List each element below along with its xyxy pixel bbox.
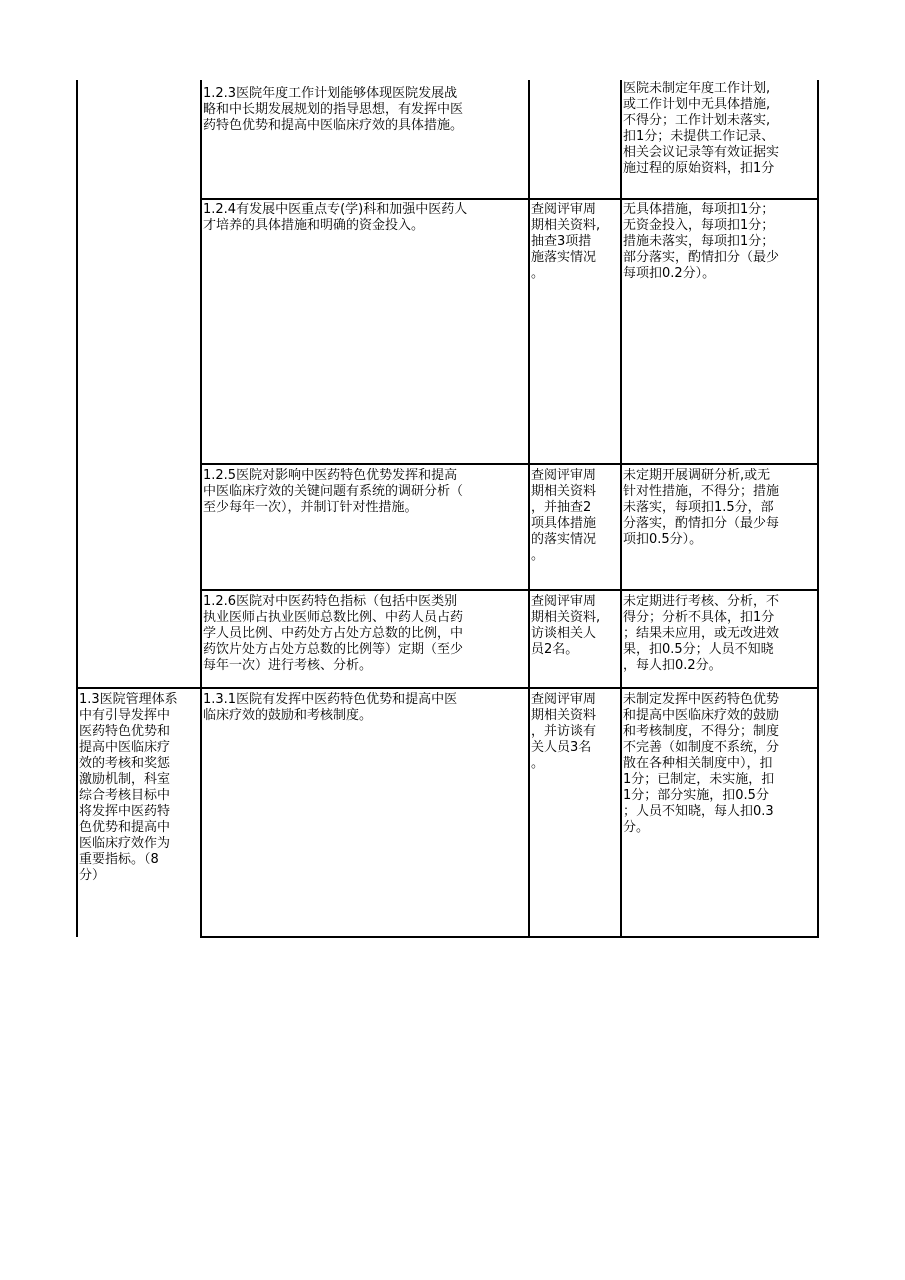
item-cell-1-2-5: 1.2.5医院对影响中医药特色优势发挥和提高 中医临床疗效的关键问题有系统的调研分析（ 至少每年一次），并制订针对性措施。 [203, 468, 464, 515]
scoring-cell-1-2-4: 无具体措施，每项扣1分； 无资金投入，每项扣1分； 措施未落实，每项扣1分； 部分落实，酌情扣分（最少 每项扣0.2分）。 [623, 202, 780, 281]
row-divider-3 [200, 589, 819, 591]
column-divider-3 [620, 80, 622, 938]
row-divider-1 [200, 198, 819, 200]
scoring-cell-1-3-1: 未制定发挥中医药特色优势 和提高中医临床疗效的鼓励 和考核制度，不得分；制度 不完善（如制度不系统，分 散在各种相关制度中），扣 1分；已制定，未实施，扣 1分；部分实施，扣0.5分 ；人员不知晓，每人扣0.3 分。 [623, 692, 780, 835]
method-cell-1-2-4: 查阅评审周 期相关资料, 抽查3项措 施落实情况 。 [531, 202, 601, 281]
method-cell-1-2-3 [531, 86, 619, 196]
item-cell-1-2-4: 1.2.4有发展中医重点专(学)科和加强中医药人 才培养的具体措施和明确的资金投入。 [203, 202, 468, 233]
item-cell-1-3-1: 1.3.1医院有发挥中医药特色优势和提高中医 临床疗效的鼓励和考核制度。 [203, 692, 458, 723]
scoring-cell-1-2-5: 未定期开展调研分析,或无 针对性措施，不得分；措施 未落实，每项扣1.5分，部 分落实，酌情扣分（最少每 项扣0.5分）。 [623, 468, 780, 547]
row-divider-4 [76, 687, 819, 689]
item-cell-1-2-3: 1.2.3医院年度工作计划能够体现医院发展战 略和中长期发展规划的指导思想，有发挥中医 药特色优势和提高中医临床疗效的具体措施。 [203, 86, 464, 133]
category-cell-1-3: 1.3医院管理体系 中有引导发挥中 医药特色优势和 提高中医临床疗 效的考核和奖惩 激励机制，科室 综合考核目标中 将发挥中医药特 色优势和提高中 医临床疗效作为 重要指标。（8 分） [79, 692, 178, 883]
scoring-cell-1-2-3: 医院未制定年度工作计划, 或工作计划中无具体措施, 不得分；工作计划未落实, 扣1分；未提供工作记录、 相关会议记录等有效证据实 施过程的原始资料，扣1分 [623, 81, 780, 176]
method-cell-1-3-1: 查阅评审周 期相关资料 ，并访谈有 关人员3名 。 [531, 692, 597, 771]
scoring-cell-1-2-6: 未定期进行考核、分析，不 得分；分析不具体，扣1分 ；结果未应用，或无改进效 果，扣0.5分；人员不知晓 ，每人扣0.2分。 [623, 594, 780, 673]
column-divider-1 [200, 80, 202, 938]
item-cell-1-2-6: 1.2.6医院对中医药特色指标（包括中医类别 执业医师占执业医师总数比例、中药人员占药 学人员比例、中药处方占处方总数的比例，中 药饮片处方占处方总数的比例等）定期（至少 每年一次）进行考核、分析。 [203, 594, 464, 673]
row-divider-2 [200, 463, 819, 465]
table-bottom-border [200, 936, 819, 938]
table-left-border [76, 80, 78, 937]
column-divider-2 [528, 80, 530, 938]
method-cell-1-2-6: 查阅评审周 期相关资料, 访谈相关人 员2名。 [531, 594, 601, 657]
method-cell-1-2-5: 查阅评审周 期相关资料 ，并抽查2 项具体措施 的落实情况 。 [531, 468, 597, 563]
table-right-border [817, 80, 819, 938]
